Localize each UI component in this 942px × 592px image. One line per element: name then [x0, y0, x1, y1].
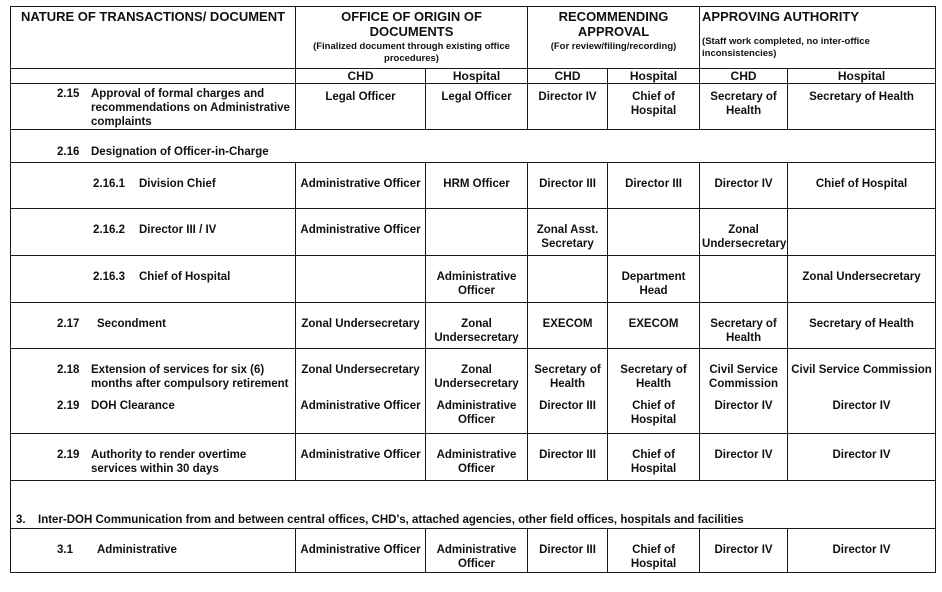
subheader-hospital-recommending: Hospital	[608, 69, 700, 84]
table-row	[11, 529, 936, 573]
cell-hospital-approving: Secretary of Health	[788, 84, 936, 130]
col-origin-header: OFFICE OF ORIGIN OF DOCUMENTS (Finalized document through existing office procedures)	[296, 7, 528, 69]
cell-hospital-approving: Director IV	[788, 434, 936, 481]
cell-hospital-approving: Director IV	[788, 529, 936, 573]
cell-hospital-approving: Director IV	[788, 394, 936, 434]
cell-chd-origin: Administrative Officer	[296, 434, 426, 481]
col-recommending-header: RECOMMENDING APPROVAL (For review/filing/recording)	[528, 7, 700, 69]
cell-hospital-recommending: Chief of Hospital	[608, 434, 700, 481]
row-label: 2.16.2 Director III / IV	[11, 209, 296, 256]
cell-hospital-approving: Civil Service Commission	[788, 349, 936, 394]
cell-hospital-recommending: Chief of Hospital	[608, 84, 700, 130]
cell-chd-approving	[700, 256, 788, 303]
cell-hospital-origin: Administrative Officer	[426, 256, 528, 303]
cell-hospital-origin: Administrative Officer	[426, 529, 528, 573]
table-row	[11, 130, 936, 163]
cell-hospital-recommending: EXECOM	[608, 303, 700, 349]
cell-hospital-approving	[788, 209, 936, 256]
cell-chd-recommending: Zonal Asst. Secretary	[528, 209, 608, 256]
cell-chd-recommending: Director III	[528, 163, 608, 209]
table-row	[11, 349, 936, 394]
cell-chd-approving: Director IV	[700, 163, 788, 209]
cell-hospital-origin: Administrative Officer	[426, 394, 528, 434]
cell-hospital-origin: Administrative Officer	[426, 434, 528, 481]
cell-chd-approving: Director IV	[700, 394, 788, 434]
row-label: 2.18 Extension of services for six (6) months after compulsory retirement	[11, 349, 296, 394]
table-row	[11, 394, 936, 434]
row-label: 2.15 Approval of formal charges and recommendations on Administrative complaints	[11, 84, 296, 130]
cell-chd-origin: Zonal Undersecretary	[296, 303, 426, 349]
row-label: 2.19 Authority to render overtime services within 30 days	[11, 434, 296, 481]
cell-hospital-origin: Zonal Undersecretary	[426, 349, 528, 394]
cell-hospital-approving: Zonal Undersecretary	[788, 256, 936, 303]
cell-hospital-recommending	[608, 209, 700, 256]
row-label: 2.16.1 Division Chief	[11, 163, 296, 209]
subheader-blank	[11, 69, 296, 84]
row-label: 3.1 Administrative	[11, 529, 296, 573]
section-row	[11, 481, 936, 529]
cell-chd-origin: Legal Officer	[296, 84, 426, 130]
cell-hospital-approving: Chief of Hospital	[788, 163, 936, 209]
subheader-chd-recommending: CHD	[528, 69, 608, 84]
table-row	[11, 84, 936, 130]
col-approving-header: APPROVING AUTHORITY (Staff work completed, no inter-office inconsistencies)	[700, 7, 936, 69]
cell-hospital-origin: Zonal Undersecretary	[426, 303, 528, 349]
cell-chd-origin: Administrative Officer	[296, 163, 426, 209]
subheader-hospital-approving: Hospital	[788, 69, 936, 84]
cell-chd-recommending: Secretary of Health	[528, 349, 608, 394]
row-label: 2.19 DOH Clearance	[11, 394, 296, 434]
row-label: 2.16 Designation of Officer-in-Charge	[11, 130, 936, 163]
cell-chd-approving: Zonal Undersecretary	[700, 209, 788, 256]
subheader-chd-approving: CHD	[700, 69, 788, 84]
cell-chd-recommending: Director III	[528, 434, 608, 481]
table-row	[11, 163, 936, 209]
cell-chd-approving: Secretary of Health	[700, 84, 788, 130]
cell-chd-origin: Administrative Officer	[296, 209, 426, 256]
subheader-row	[11, 69, 936, 84]
cell-hospital-origin	[426, 209, 528, 256]
table-row	[11, 303, 936, 349]
table-row	[11, 256, 936, 303]
row-label: 2.16.3 Chief of Hospital	[11, 256, 296, 303]
cell-chd-recommending: Director III	[528, 394, 608, 434]
cell-chd-recommending: EXECOM	[528, 303, 608, 349]
cell-chd-origin	[296, 256, 426, 303]
cell-hospital-recommending: Chief of Hospital	[608, 529, 700, 573]
table-row	[11, 434, 936, 481]
cell-chd-origin: Administrative Officer	[296, 394, 426, 434]
cell-hospital-approving: Secretary of Health	[788, 303, 936, 349]
transactions-table	[10, 6, 936, 573]
header-row	[11, 7, 936, 69]
cell-chd-approving: Director IV	[700, 529, 788, 573]
subheader-hospital-origin: Hospital	[426, 69, 528, 84]
section-heading: 3. Inter-DOH Communication from and between central offices, CHD's, attached agencies, other field offices, hospitals and facilities	[11, 481, 936, 529]
cell-hospital-recommending: Secretary of Health	[608, 349, 700, 394]
cell-chd-recommending: Director IV	[528, 84, 608, 130]
cell-chd-recommending: Director III	[528, 529, 608, 573]
cell-chd-approving: Director IV	[700, 434, 788, 481]
row-label: 2.17 Secondment	[11, 303, 296, 349]
cell-chd-approving: Secretary of Health	[700, 303, 788, 349]
cell-hospital-origin: Legal Officer	[426, 84, 528, 130]
col-nature-header: NATURE OF TRANSACTIONS/ DOCUMENT	[11, 7, 296, 69]
cell-chd-approving: Civil Service Commission	[700, 349, 788, 394]
table-row	[11, 209, 936, 256]
cell-hospital-recommending: Director III	[608, 163, 700, 209]
subheader-chd-origin: CHD	[296, 69, 426, 84]
cell-hospital-origin: HRM Officer	[426, 163, 528, 209]
cell-chd-recommending	[528, 256, 608, 303]
cell-chd-origin: Administrative Officer	[296, 529, 426, 573]
cell-chd-origin: Zonal Undersecretary	[296, 349, 426, 394]
cell-hospital-recommending: Department Head	[608, 256, 700, 303]
cell-hospital-recommending: Chief of Hospital	[608, 394, 700, 434]
